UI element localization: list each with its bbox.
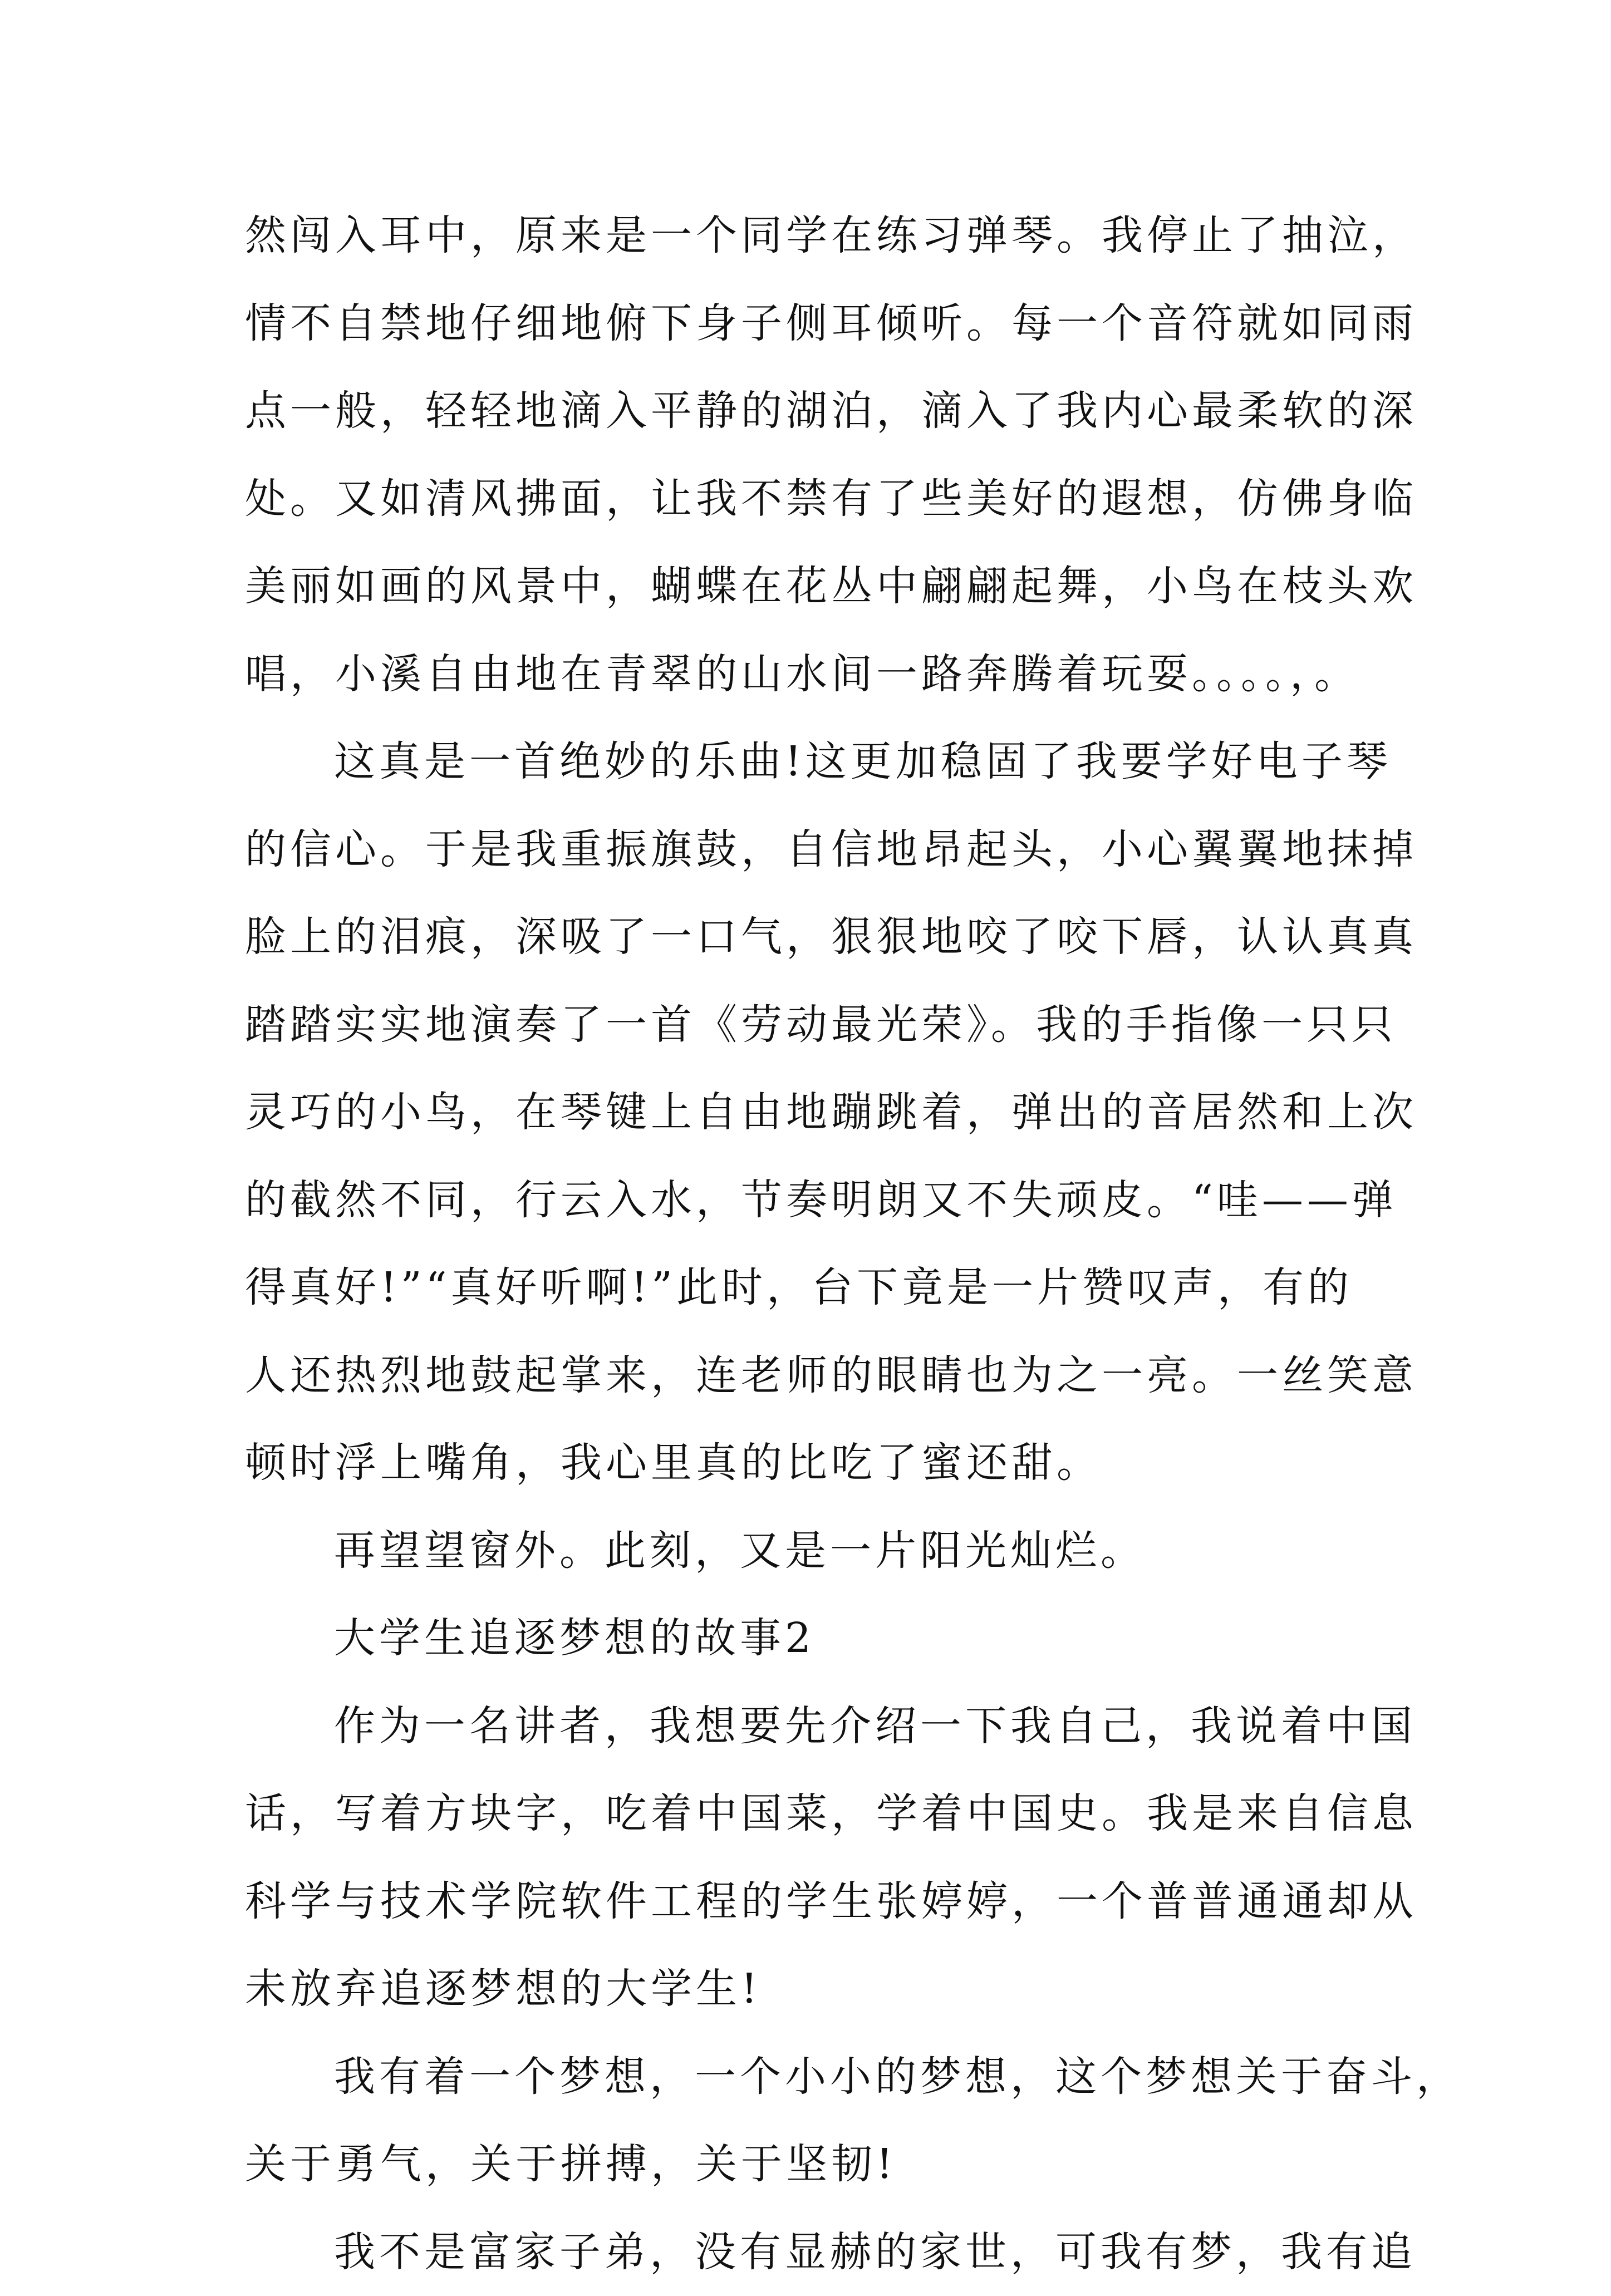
text-line: 未放弃追逐梦想的大学生! (245, 1945, 1375, 2033)
text-line: 这真是一首绝妙的乐曲!这更加稳固了我要学好电子琴 (245, 718, 1375, 806)
text-line: 唱，小溪自由地在青翠的山水间一路奔腾着玩耍。。。。，。 (245, 631, 1375, 719)
text-line: 顿时浮上嘴角，我心里真的比吃了蜜还甜。 (245, 1419, 1375, 1507)
text-line: 我不是富家子弟，没有显赫的家世，可我有梦，我有追 (245, 2209, 1375, 2296)
text-line: 话，写着方块字，吃着中国菜，学着中国史。我是来自信息 (245, 1770, 1375, 1858)
text-line: 我有着一个梦想，一个小小的梦想，这个梦想关于奋斗， (245, 2033, 1375, 2121)
text-line: 科学与技术学院软件工程的学生张婷婷，一个普普通通却从 (245, 1858, 1375, 1946)
text-line: 处。又如清风拂面，让我不禁有了些美好的遐想，仿佛身临 (245, 455, 1375, 543)
text-line: 美丽如画的风景中，蝴蝶在花丛中翩翩起舞，小鸟在枝头欢 (245, 543, 1375, 631)
text-line: 关于勇气，关于拼搏，关于坚韧! (245, 2121, 1375, 2209)
text-line: 点一般，轻轻地滴入平静的湖泊，滴入了我内心最柔软的深 (245, 367, 1375, 455)
text-line: 然闯入耳中，原来是一个同学在练习弹琴。我停止了抽泣， (245, 192, 1375, 280)
text-line: 作为一名讲者，我想要先介绍一下我自己，我说着中国 (245, 1683, 1375, 1771)
text-line: 大学生追逐梦想的故事2 (245, 1595, 1375, 1683)
text-line: 得真好!”“真好听啊!”此时，台下竟是一片赞叹声，有的 (245, 1244, 1375, 1332)
text-line: 的截然不同，行云入水，节奏明朗又不失顽皮。“哇——弹 (245, 1157, 1375, 1245)
document-body (245, 192, 1375, 2296)
text-line: 灵巧的小鸟，在琴键上自由地蹦跳着，弹出的音居然和上次 (245, 1069, 1375, 1157)
text-line: 再望望窗外。此刻，又是一片阳光灿烂。 (245, 1507, 1375, 1595)
text-line: 人还热烈地鼓起掌来，连老师的眼睛也为之一亮。一丝笑意 (245, 1332, 1375, 1420)
text-line: 情不自禁地仔细地俯下身子侧耳倾听。每一个音符就如同雨 (245, 280, 1375, 368)
text-line: 脸上的泪痕，深吸了一口气，狠狠地咬了咬下唇，认认真真 (245, 893, 1375, 981)
text-line: 踏踏实实地演奏了一首《劳动最光荣》。我的手指像一只只 (245, 981, 1375, 1069)
text-line: 的信心。于是我重振旗鼓，自信地昂起头，小心翼翼地抹掉 (245, 806, 1375, 894)
